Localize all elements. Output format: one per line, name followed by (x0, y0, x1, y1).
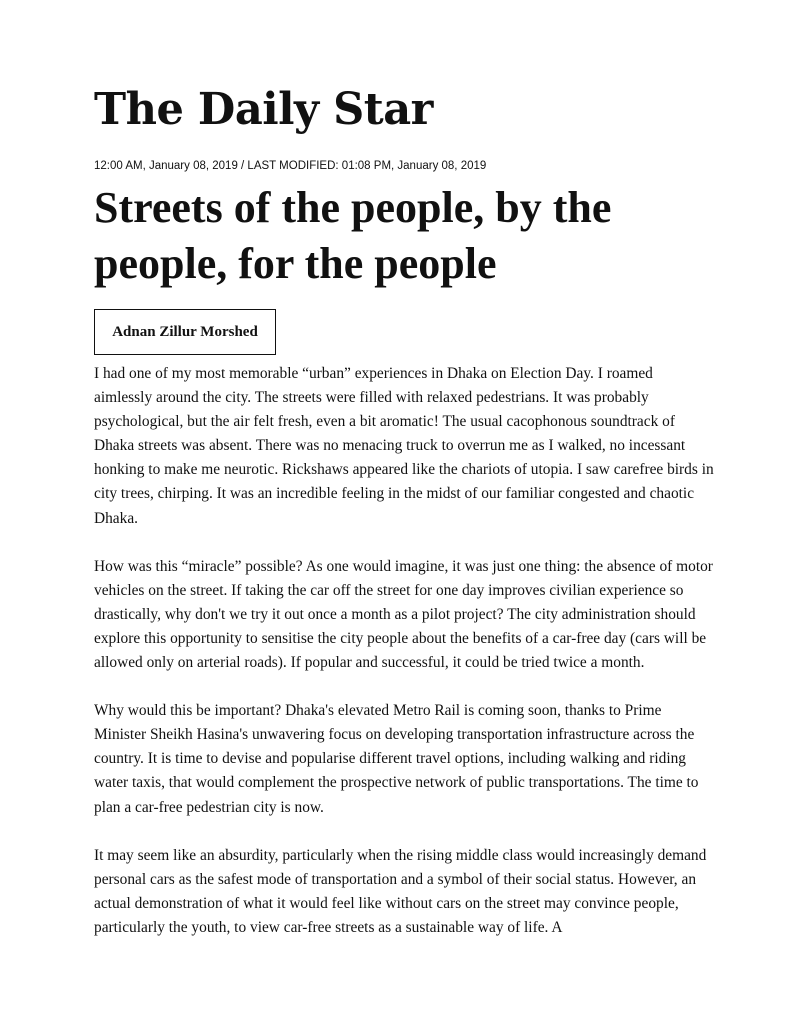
article-dateline: 12:00 AM, January 08, 2019 / LAST MODIFIED: 01:08 PM, January 08, 2019 (94, 160, 487, 172)
masthead-logo: The Daily Star (94, 84, 433, 135)
author-name: Adnan Zillur Morshed (112, 323, 258, 340)
article-headline: Streets of the people, by the people, for the people (94, 183, 612, 288)
article-paragraph: It may seem like an absurdity, particularly when the rising middle class would increasingly demand personal cars as the safest mode of transportation and a symbol of their social status. However, an actual demonstration of what it would feel like without cars on the street may convince people, particularly the youth, to view car-free streets as a sustainable way of life. A (94, 846, 707, 936)
article-paragraph: I had one of my most memorable “urban” experiences in Dhaka on Election Day. I roamed aimlessly around the city. The streets were filled with relaxed pedestrians. It was probably psychological, but the air felt fresh, even a bit aromatic! The usual cacophonous soundtrack of Dhaka streets was absent. There was no menacing truck to overrun me as I walked, no incessant honking to make me neurotic. Rickshaws appeared like the chariots of utopia. I saw carefree birds in city trees, chirping. It was an incredible feeling in the midst of our familiar congested and chaotic Dhaka. (94, 365, 714, 527)
article-paragraph: How was this “miracle” possible? As one would imagine, it was just one thing: the absence of motor vehicles on the street. If taking the car off the street for one day improves civilian experience so drastically, why don't we try it out once a month as a pilot project? The city administration should explore this opportunity to sensitise the city people about the benefits of a car-free day (cars will be allowed only on arterial roads). If popular and successful, it could be tried twice a month. (94, 557, 713, 672)
article-paragraph: Why would this be important? Dhaka's elevated Metro Rail is coming soon, thanks to Prime Minister Sheikh Hasina's unwavering focus on developing transportation infrastructure across the country. It is time to devise and popularise different travel options, including walking and riding water taxis, that would complement the prospective network of public transportations. The time to plan a car-free pedestrian city is now. (94, 702, 699, 816)
author-byline (94, 309, 276, 355)
article-body (94, 362, 714, 964)
